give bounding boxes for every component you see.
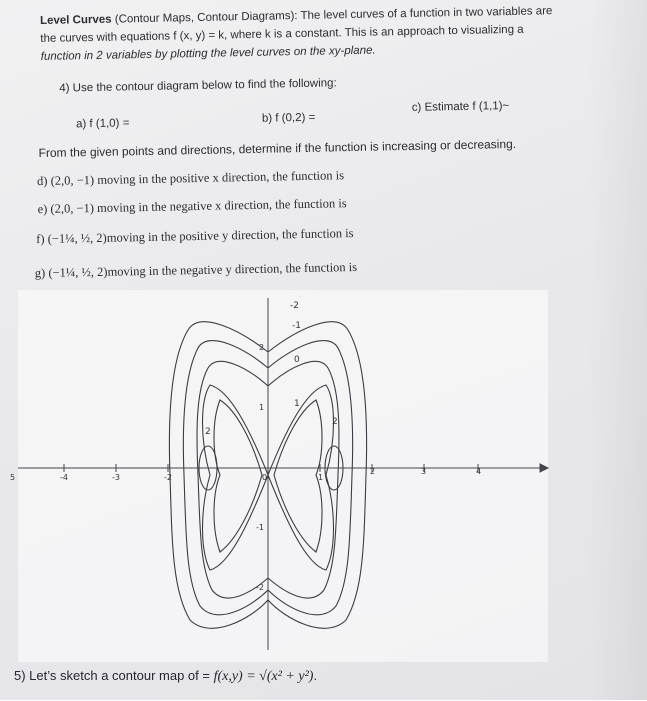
q4-part-g: g) (−1¼, ½, 2)moving in the negative y direction, the function is [34, 259, 358, 281]
level-label: -1 [292, 321, 301, 331]
q4-instruction: From the given points and directions, determine if the function is increasing or decreasing. [38, 136, 517, 161]
contour-plot [0, 290, 560, 662]
x-tick-label: 2 [370, 467, 376, 476]
x-tick-label: 4 [476, 467, 482, 476]
q4-part-b: b) f (0,2) = [261, 111, 316, 125]
y-tick-label: -2 [256, 583, 264, 592]
q4-prompt: 4) Use the contour diagram below to find the following: [59, 77, 337, 95]
plot-background [18, 290, 548, 662]
level-label: 1 [294, 399, 300, 409]
q4-part-e: e) (2,0, −1) moving in the negative x direction, the function is [37, 196, 347, 217]
q5-line [14, 668, 317, 685]
q5-suffix: . [313, 668, 318, 683]
intro-title: Level Curves [39, 13, 112, 27]
x-tick-label: 3 [421, 467, 427, 476]
intro-line-3: function in 2 variables by plotting the level curves on the xy-plane. [40, 44, 376, 63]
y-tick-label: 2 [259, 343, 265, 352]
left-edge-label: 5 [10, 473, 16, 482]
intro-line-2: the curves with equations f (x, y) = k, where k is a constant. This is an approach to visualizing a [40, 23, 524, 45]
x-tick-label: -2 [164, 473, 172, 482]
q4-part-f: f) (−1¼, ½, 2)moving in the positive y direction, the function is [36, 226, 354, 247]
level-label: 2 [205, 427, 211, 437]
q5-prefix: 5) Let’s sketch a contour map of = [14, 668, 214, 683]
x-tick-label: 1 [318, 473, 324, 482]
q4-part-d: d) (2,0, −1) moving in the positive x direction, the function is [36, 168, 345, 189]
q4-part-a: a) f (1,0) = [75, 117, 130, 131]
level-label: -2 [290, 301, 299, 311]
y-tick-label: 1 [259, 403, 265, 412]
q5-formula: f(x,y) = √(x² + y²) [213, 669, 314, 684]
intro-line-1-text: (Contour Maps, Contour Diagrams): The level curves of a function in two variables are [114, 5, 553, 26]
level-label: 0 [294, 355, 300, 365]
x-tick-label: -3 [112, 473, 120, 482]
level-label: 2 [332, 417, 338, 427]
x-tick-label: -4 [60, 473, 68, 482]
q4-part-c: c) Estimate f (1,1)~ [411, 100, 510, 114]
x-tick-label: 0 [262, 473, 268, 482]
y-tick-label: -1 [256, 523, 264, 532]
